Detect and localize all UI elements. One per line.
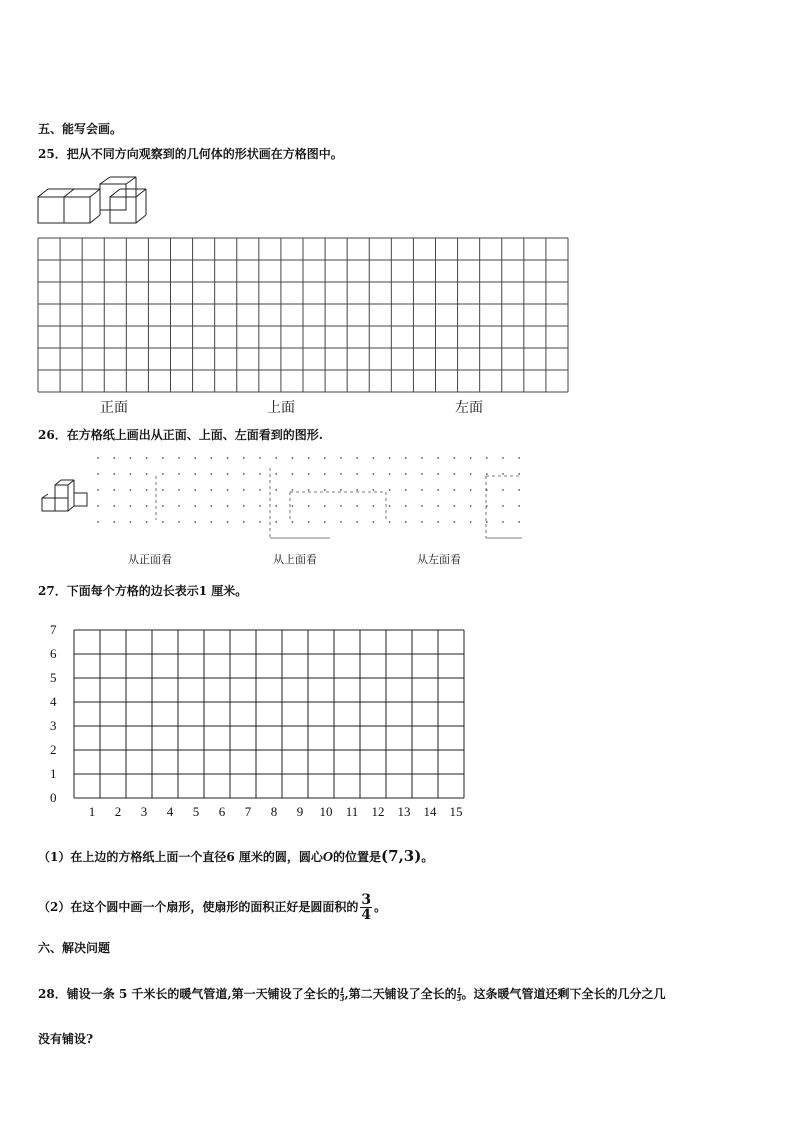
grid26-dot — [146, 473, 148, 475]
grid26-dot — [437, 489, 439, 491]
grid26-dot — [308, 457, 310, 459]
grid26-dot — [162, 521, 164, 523]
sub1-prefix: （1）在上边的方格纸上面一个直径6 厘米的圆，圆心 — [38, 850, 323, 864]
grid26-dot — [243, 457, 245, 459]
dot-grid-26 — [90, 454, 530, 544]
grid26-dot — [275, 489, 277, 491]
grid26-dot — [162, 505, 164, 507]
grid27-x-label: 14 — [423, 804, 437, 819]
grid26-dot — [130, 505, 132, 507]
grid26-dot — [178, 473, 180, 475]
grid26-dot — [259, 521, 261, 523]
grid26-dot — [421, 473, 423, 475]
grid26-dot — [502, 473, 504, 475]
q28-part2: ,第二天铺设了全长的 — [344, 987, 457, 1001]
grid26-dot — [211, 473, 213, 475]
grid26-dot — [356, 521, 358, 523]
grid26-dot — [194, 489, 196, 491]
grid26-dot — [146, 521, 148, 523]
grid26-dot — [454, 457, 456, 459]
question-28-line2: 没有铺设? — [38, 1032, 94, 1046]
grid26-dot — [389, 521, 391, 523]
label-view-left-26: 从左面看 — [417, 553, 461, 566]
grid26-dot — [113, 473, 115, 475]
grid26-dot — [389, 457, 391, 459]
grid27-x-label: 15 — [449, 804, 463, 819]
grid26-dot — [518, 473, 520, 475]
grid26-dot — [356, 505, 358, 507]
grid26-dot — [454, 521, 456, 523]
grid26-dot — [194, 457, 196, 459]
grid26-dot — [162, 457, 164, 459]
grid26-dot — [227, 489, 229, 491]
grid26-dot — [454, 489, 456, 491]
grid26-dot — [356, 457, 358, 459]
grid26-dot — [502, 489, 504, 491]
label-view-front-26: 从正面看 — [128, 553, 172, 566]
grid27-x-label: 11 — [345, 804, 359, 819]
grid26-dot — [437, 521, 439, 523]
grid26-dot — [113, 457, 115, 459]
section-title-5: 五、能写会画。 — [38, 122, 123, 136]
grid26-dot — [211, 489, 213, 491]
grid26-dot — [178, 489, 180, 491]
sub1-coord: (7,3) — [381, 847, 422, 865]
grid26-dot — [194, 521, 196, 523]
grid27-x-label: 4 — [166, 804, 174, 819]
grid26-dot — [227, 505, 229, 507]
grid26-dot — [146, 457, 148, 459]
grid26-dot — [146, 505, 148, 507]
question-27-text: 27．下面每个方格的边长表示1 厘米。 — [38, 584, 248, 598]
label-left-view: 左面 — [455, 401, 483, 416]
question-25-text: 25．把从不同方向观察到的几何体的形状画在方格图中。 — [38, 147, 343, 161]
question-26-text: 26．在方格纸上画出从正面、上面、左面看到的图形. — [38, 428, 323, 442]
grid26-dot — [259, 457, 261, 459]
sub1-end: 。 — [421, 850, 434, 864]
grid26-dot — [486, 457, 488, 459]
fraction-one-fifth: $\frac{1}{5}$ — [456, 986, 462, 1003]
q28-part1: 28．铺设一条 5 千米长的暖气管道,第一天铺设了全长的 — [38, 987, 340, 1001]
grid26-dot — [292, 505, 294, 507]
grid27-x-label: 1 — [88, 804, 96, 819]
grid26-dot — [502, 521, 504, 523]
grid27-x-label: 2 — [114, 804, 122, 819]
grid26-dot — [162, 473, 164, 475]
grid26-dot — [373, 489, 375, 491]
grid26-dot — [389, 489, 391, 491]
grid27-x-label: 6 — [218, 804, 226, 819]
grid26-dot — [97, 489, 99, 491]
grid26-dot — [324, 521, 326, 523]
grid26-dot — [340, 473, 342, 475]
grid26-dot — [373, 505, 375, 507]
grid26-dot — [97, 473, 99, 475]
grid26-dot — [178, 521, 180, 523]
grid26-dot — [243, 473, 245, 475]
grid26-dot — [178, 505, 180, 507]
grid27-y-label: 1 — [50, 766, 57, 781]
grid26-dot — [275, 505, 277, 507]
grid26-dot — [194, 505, 196, 507]
grid27-x-label: 5 — [192, 804, 200, 819]
grid26-dot — [373, 473, 375, 475]
grid26-dot — [340, 505, 342, 507]
grid26-dot — [421, 457, 423, 459]
grid26-dot — [259, 489, 261, 491]
section-title-6: 六、解决问题 — [38, 941, 111, 955]
grid27-x-label: 13 — [397, 804, 411, 819]
grid26-dot — [130, 489, 132, 491]
grid26-dot — [227, 521, 229, 523]
grid26-dot — [130, 521, 132, 523]
grid26-dot — [421, 521, 423, 523]
grid26-dot — [292, 457, 294, 459]
grid26-dot — [389, 473, 391, 475]
grid26-dot — [470, 489, 472, 491]
grid26-dot — [470, 473, 472, 475]
grid26-dot — [470, 457, 472, 459]
grid26-dot — [373, 457, 375, 459]
grid26-dot — [113, 489, 115, 491]
grid27-y-label: 5 — [50, 670, 57, 685]
coordinate-grid-27 — [40, 620, 480, 820]
grid26-dot — [324, 505, 326, 507]
grid26-dot — [243, 505, 245, 507]
grid26-dot — [389, 505, 391, 507]
grid26-dot — [211, 521, 213, 523]
grid26-dot — [292, 489, 294, 491]
grid27-y-label: 3 — [50, 718, 57, 733]
grid26-dot — [292, 473, 294, 475]
grid26-dot — [324, 473, 326, 475]
grid26-dot — [308, 489, 310, 491]
grid26-dot — [340, 489, 342, 491]
grid26-dot — [97, 457, 99, 459]
grid27-y-label: 4 — [50, 694, 57, 709]
grid26-dot — [518, 457, 520, 459]
sub1-var: O — [322, 850, 334, 865]
grid26-dot — [292, 521, 294, 523]
grid26-dot — [518, 505, 520, 507]
grid26-dot — [421, 505, 423, 507]
label-front-view: 正面 — [100, 401, 128, 416]
grid26-dot — [405, 521, 407, 523]
grid26-dot — [308, 521, 310, 523]
grid27-x-label: 8 — [270, 804, 278, 819]
grid26-dot — [356, 473, 358, 475]
grid27-y-label: 0 — [50, 790, 57, 805]
grid26-dot — [421, 489, 423, 491]
grid26-dot — [243, 521, 245, 523]
grid26-dot — [308, 505, 310, 507]
question-28-line1 — [38, 984, 666, 1004]
grid27-x-label: 12 — [371, 804, 385, 819]
grid26-dot — [470, 505, 472, 507]
grid27-y-label: 7 — [50, 622, 57, 637]
grid26-dot — [130, 457, 132, 459]
grid26-dot — [518, 489, 520, 491]
grid26-dot — [211, 505, 213, 507]
grid26-dot — [356, 489, 358, 491]
label-top-view: 上面 — [267, 401, 295, 416]
grid26-dot — [259, 473, 261, 475]
grid26-dot — [340, 457, 342, 459]
grid27-x-label: 3 — [140, 804, 148, 819]
grid26-dot — [486, 473, 488, 475]
grid26-dot — [437, 473, 439, 475]
grid26-dot — [373, 521, 375, 523]
grid26-dot — [470, 521, 472, 523]
grid26-dot — [211, 457, 213, 459]
grid26-dot — [162, 489, 164, 491]
grid26-dot — [275, 521, 277, 523]
sub1-mid: 的位置是 — [333, 850, 382, 864]
grid26-dot — [405, 505, 407, 507]
cube-figure-26 — [40, 478, 92, 518]
grid26-dot — [405, 489, 407, 491]
fraction-three-quarters: $\frac{3}{4}$ — [361, 892, 372, 923]
question-27-sub1 — [38, 846, 433, 868]
grid26-dot — [340, 521, 342, 523]
grid26-dot — [227, 473, 229, 475]
grid27-x-label: 10 — [319, 804, 333, 819]
grid27-x-label: 7 — [244, 804, 252, 819]
grid26-dot — [275, 457, 277, 459]
fraction-one-third: $\frac{1}{3}$ — [339, 986, 345, 1003]
grid26-dot — [437, 505, 439, 507]
sub2-prefix: （2）在这个圆中画一个扇形，使扇形的面积正好是圆面积的 — [38, 900, 359, 914]
grid26-dot — [146, 489, 148, 491]
grid26-dot — [243, 489, 245, 491]
grid26-dot — [113, 521, 115, 523]
grid26-dot — [405, 473, 407, 475]
grid26-dot — [97, 505, 99, 507]
grid26-dot — [227, 457, 229, 459]
label-view-top-26: 从上面看 — [273, 553, 317, 566]
grid26-dot — [437, 457, 439, 459]
grid26-dot — [259, 505, 261, 507]
question-27-sub2 — [38, 890, 386, 924]
grid26-dot — [486, 521, 488, 523]
grid27-x-label: 9 — [296, 804, 304, 819]
cube-figure-25 — [36, 175, 156, 230]
grid-25 — [38, 238, 568, 394]
grid27-y-label: 6 — [50, 646, 57, 661]
grid27-y-label: 2 — [50, 742, 57, 757]
grid26-dot — [324, 489, 326, 491]
grid26-dot — [502, 505, 504, 507]
grid26-dot — [518, 521, 520, 523]
grid26-dot — [324, 457, 326, 459]
grid26-dot — [194, 473, 196, 475]
grid26-dot — [275, 473, 277, 475]
grid26-dot — [130, 473, 132, 475]
q28-part3: 。这条暖气管道还剩下全长的几分之几 — [461, 987, 666, 1001]
grid26-dot — [454, 505, 456, 507]
sub2-end: 。 — [374, 900, 387, 914]
grid26-dot — [502, 457, 504, 459]
grid26-dot — [454, 473, 456, 475]
grid26-dot — [178, 457, 180, 459]
grid26-dot — [308, 473, 310, 475]
grid26-dot — [113, 505, 115, 507]
grid26-dot — [97, 521, 99, 523]
grid26-dot — [405, 457, 407, 459]
